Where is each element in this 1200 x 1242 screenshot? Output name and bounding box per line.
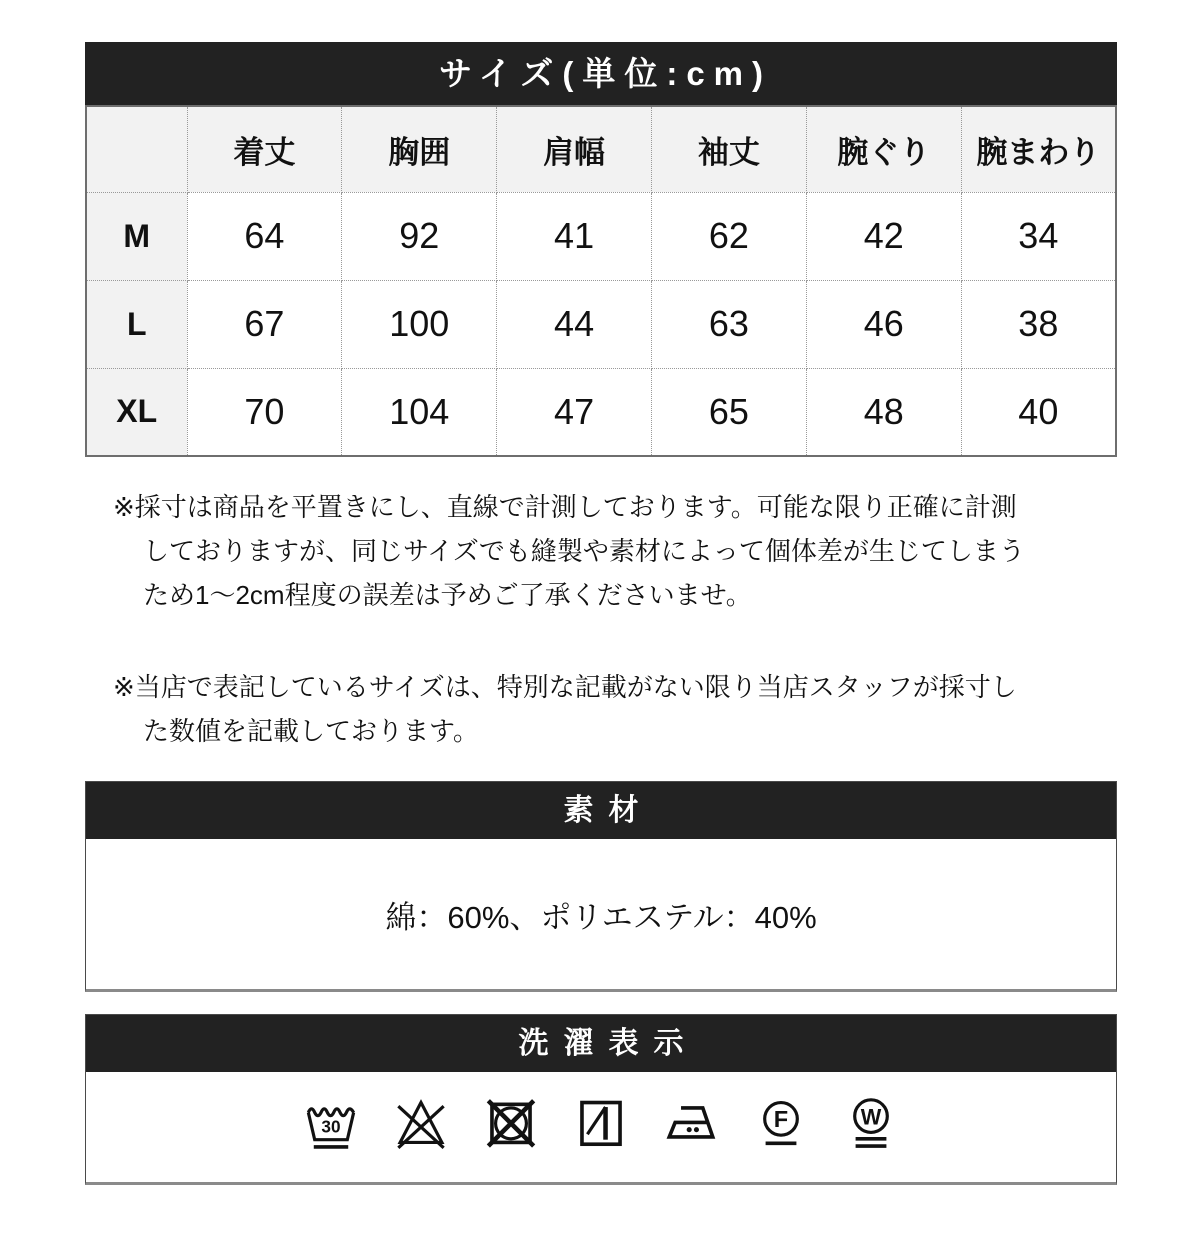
dry-clean-letter: F (773, 1106, 789, 1132)
size-value-cell: 67 (187, 280, 342, 368)
wash-30-icon (302, 1094, 360, 1160)
row-label-m: M (86, 192, 187, 280)
col-header-shoulder-width: 肩幅 (497, 106, 652, 192)
size-value-cell: 34 (961, 192, 1116, 280)
size-row-l (86, 280, 1116, 368)
size-value-cell: 64 (187, 192, 342, 280)
row-label-l: L (86, 280, 187, 368)
size-value-cell: 100 (342, 280, 497, 368)
size-value-cell: 70 (187, 368, 342, 456)
size-row-xl (86, 368, 1116, 456)
hang-dry-shade-icon (572, 1094, 630, 1160)
wash-temperature-text: 30 (321, 1116, 341, 1137)
size-value-cell: 40 (961, 368, 1116, 456)
size-value-cell: 92 (342, 192, 497, 280)
size-value-cell: 63 (651, 280, 806, 368)
size-value-cell: 47 (497, 368, 652, 456)
col-header-chest: 胸囲 (342, 106, 497, 192)
size-table-title: サイズ(単位:cm) (85, 42, 1117, 105)
size-value-cell: 46 (806, 280, 961, 368)
size-table (85, 105, 1117, 457)
staff-measured-note: ※当店で表記しているサイズは、特別な記載がない限り当店スタッフが採寸した数値を記載しております。 (113, 672, 1017, 746)
measurement-note: ※採寸は商品を平置きにし、直線で計測しております。可能な限り正確に計測しておりますが、同じサイズでも縫製や素材によって個体差が生じてしまうため1〜2cm程度の誤差は予めご了承くださいませ。 (113, 492, 1025, 610)
care-icons-row (86, 1072, 1116, 1182)
material-value: 綿：60%、ポリエステル：40% (385, 899, 817, 935)
corner-cell (86, 106, 187, 192)
material-header: 素材 (86, 782, 1116, 839)
row-label-xl: XL (86, 368, 187, 456)
care-label-header: 洗濯表示 (86, 1015, 1116, 1072)
size-table-header-row (86, 106, 1116, 192)
dry-clean-petroleum-gentle-icon (752, 1094, 810, 1160)
no-bleach-icon (392, 1094, 450, 1160)
wet-clean-letter: W (860, 1104, 882, 1130)
wet-clean-very-gentle-icon (842, 1094, 900, 1160)
material-section (85, 781, 1117, 992)
care-label-section (85, 1014, 1117, 1185)
iron-medium-icon (662, 1094, 720, 1160)
no-tumble-dry-icon (482, 1094, 540, 1160)
size-value-cell: 104 (342, 368, 497, 456)
size-value-cell: 41 (497, 192, 652, 280)
col-header-sleeve-length: 袖丈 (651, 106, 806, 192)
size-value-cell: 62 (651, 192, 806, 280)
size-row-m (86, 192, 1116, 280)
size-value-cell: 65 (651, 368, 806, 456)
size-value-cell: 42 (806, 192, 961, 280)
size-value-cell: 48 (806, 368, 961, 456)
size-value-cell: 44 (497, 280, 652, 368)
col-header-arm-circumference: 腕まわり (961, 106, 1116, 192)
size-value-cell: 38 (961, 280, 1116, 368)
col-header-body-length: 着丈 (187, 106, 342, 192)
size-section (85, 42, 1117, 457)
col-header-armhole: 腕ぐり (806, 106, 961, 192)
